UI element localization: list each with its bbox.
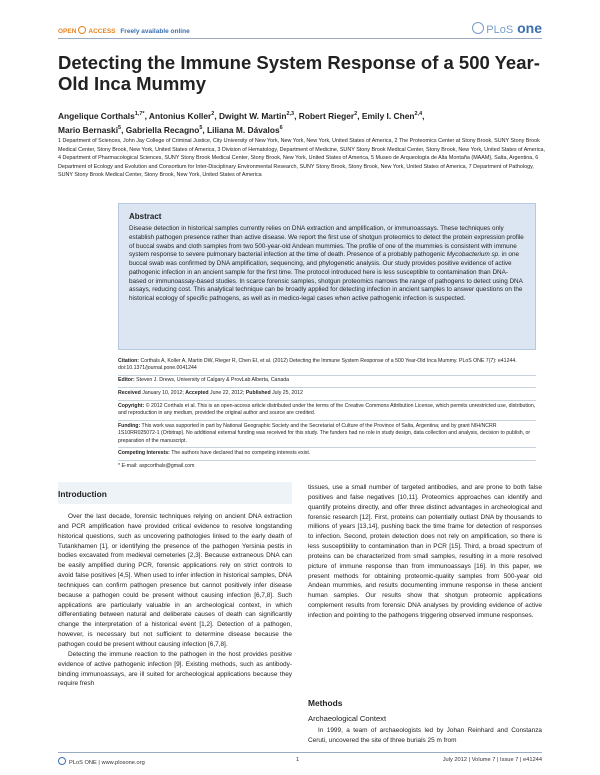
methods-heading: Methods	[308, 698, 343, 708]
author-list: Angelique Corthals$^{1,7*}$, Antonius Koller$^2$, Dwight W. Martin$^{2,3}$, Robert Rieger$^2$, Emily I. Chen$^{2,4}$, Mario Bernaski$^5$, Gabriella Recagno$^5$, Liliana M. Dávalos$^6$	[58, 110, 425, 135]
logo-one-text: one	[517, 20, 542, 36]
abstract-italic-organism: Mycobacterium sp.	[446, 251, 500, 259]
meta-divider	[118, 447, 536, 448]
meta-divider	[118, 387, 536, 388]
copyright-text: © 2012 Corthals et al. This is an open-access article distributed under the terms of the Creative Commons Attribution License, which permits unrestricted use, distribution, and reproduction in any medium, provided the original author and source are credited.	[118, 403, 536, 417]
funding-label: Funding:	[118, 423, 141, 429]
abstract-text-part2: in one buccal swab was confirmed by DNA amplification, sequencing, and phylogenetic analysis. Our study provides positive evidence of active pathogenic infection in an ancient sample for the first time. The protocol introduced here is less susceptible to contamination than DNA-based or immunoassay-based studies. In scarce forensic samples, shotgun proteomics narrows the range of pathogens to detect using DNA assays, reducing cost. This analytical technique can be broadly applied for detecting infection in ancient samples to answer questions on the historical ecology of specific pathogens, as well as in medico-legal cases when active pathogenic infection is suspected.	[129, 251, 523, 302]
abstract-text-part1: Disease detection in historical samples currently relies on DNA extraction and amplification, or immunoassays. These techniques only establish pathogen presence rather than active disease. We report the first use of shotgun proteomics to detect the protein expression profile of buccal swabs and cloth samples from two 500-year-old Andean mummies. The profile of one of the mummies is consistent with immune system response to severe pulmonary bacterial infection at the time of death. Presence of a probably pathogenic	[129, 225, 524, 259]
abstract-heading: Abstract	[129, 212, 162, 221]
author-name: Gabriella Recagno	[125, 124, 200, 135]
citation-label: Citation:	[118, 358, 140, 364]
author-affil: 1,7*	[134, 111, 145, 117]
methods-paragraph	[308, 726, 542, 746]
open-label: OPEN	[58, 28, 77, 35]
email-address[interactable]: aspcorthals@gmail.com	[139, 463, 195, 469]
footer-issue: July 2012 | Volume 7 | Issue 7 | e41244	[442, 757, 542, 763]
intro-paragraph-2: Detecting the immune reaction to the pathogen in the host provides positive evidence of active pathogenic infection [9]. Existing methods, such as antibody-binding immunoassays, are ill suited for archeological applications because they require fresh	[58, 650, 292, 688]
archaeological-context-heading: Archaeological Context	[308, 714, 387, 723]
author-affil: 2,4	[414, 111, 423, 117]
editor-label: Editor:	[118, 377, 135, 383]
author-affil: 6	[279, 124, 283, 131]
citation	[118, 358, 536, 373]
affiliations: 1 Department of Sciences, John Jay College of Criminal Justice, City University of New York, New York, New York, United States of America, 2 The Proteomics Center at Stony Brook, SUNY Stony Brook Medical Center, Stony Brook, New York, United States of America, 3 Division of Hematology, Department of Medicine, SUNY Stony Brook Medical Center, Stony Brook, New York, United States of America, 4 Department of Pharmacological Sciences, SUNY Stony Brook Medical Center, Stony Brook, New York, United States of America, 5 Museo de Arqueología de Alta Montaña (MAAM), Salta, Argentina, 6 Department of Ecology and Evolution and Consortium for Inter-Disciplinary Environmental Research, SUNY Stony Brook, Stony Brook, New York, United States of America, 7 Department of Pathology, SUNY Stony Brook Medical Center, Stony Brook, New York, United States of America	[58, 138, 545, 179]
meta-divider	[118, 375, 536, 376]
intro-left-column	[58, 512, 292, 689]
author-name: Emily I. Chen	[361, 110, 415, 121]
freely-available-label: Freely available online	[120, 28, 190, 35]
author-name: Liliana M. Dávalos	[207, 124, 280, 135]
plos-icon	[58, 757, 66, 765]
received-label: Received	[118, 390, 141, 396]
meta-divider	[118, 420, 536, 421]
author-affil: 2	[211, 111, 215, 117]
accepted-date: June 22, 2012;	[210, 390, 245, 396]
introduction-heading: Introduction	[58, 489, 107, 499]
author-affil: 2	[354, 111, 358, 117]
editor-text: Steven J. Drews, University of Calgary & ProvLab Alberta, Canada	[136, 377, 289, 383]
accepted-label: Accepted	[185, 390, 209, 396]
funding-text: This work was supported in part by National Geographic Society and the Secretariat of Culture of the Province of Salta, Argentina; and by grant NIH/NCRR 1S10RR025072-1 (Orbitrap). No additional external funding was received for this study. The funders had no role in study design, data collection and analysis, decision to publish, or preparation of the manuscript.	[118, 423, 531, 444]
footer-rule	[58, 752, 542, 753]
header-open-access	[58, 26, 190, 35]
email	[118, 463, 536, 470]
footer-page-number: 1	[296, 757, 300, 763]
abstract-text	[129, 225, 525, 304]
competing-interests	[118, 450, 536, 457]
plos-logo-icon	[472, 22, 484, 34]
author-name: Antonius Koller	[148, 110, 212, 121]
competing-text: The authors have declared that no competing interests exist.	[171, 450, 311, 456]
intro-paragraph-1: Over the last decade, forensic techniques relying on ancient DNA extraction and PCR amplification have provided critical evidence to resolve longstanding historical questions, such as uncovering pathologies linked to the early death of Tutankhamen [1], or identifying the presence of the pathogen Yersinia pestis in bodies excavated from medieval cemeteries [2,3]. Because extraneous DNA can be easily amplified during PCR, forensic applications rely on strict controls to avoid false positives [4,5]. When used to infer infection in historical samples, DNA techniques can confirm pathogen presence but cannot positively infer disease because a pathogen could be present without causing infection [6,7,8]. Such applications are particularly valuable in an archeological context, in which differentiating between natural and deliberate causes of death can significantly change the interpretation of a historical event [1,2]. Detection of a pathogen, however, is necessary but not sufficient to determine disease because the pathogen could be present without causing infection [6,7,8].	[58, 513, 292, 648]
article-title: Detecting the Immune System Response of a 500 Year-Old Inca Mummy	[58, 52, 540, 94]
access-label: ACCESS	[88, 28, 116, 35]
citation-text: Corthals A, Koller A, Martin DW, Rieger R, Chen EI, et al. (2012) Detecting the Immune System Response of a 500 Year-Old Inca Mummy. PLoS ONE 7(7): e41244. doi:10.1371/journal.pone.0041244	[118, 358, 517, 372]
plos-one-logo	[472, 20, 542, 36]
logo-plos-text: PLoS	[486, 24, 514, 36]
abstract-box	[118, 203, 536, 350]
copyright-label: Copyright:	[118, 403, 145, 409]
header-rule	[58, 38, 542, 39]
competing-label: Competing Interests:	[118, 450, 170, 456]
author-name: Robert Rieger	[298, 110, 355, 121]
author-affil: 2,3	[286, 111, 295, 117]
open-access-lock-icon	[78, 26, 86, 34]
author-name: Dwight W. Martin	[219, 110, 287, 121]
author-name: Mario Bernaski	[58, 124, 119, 135]
meta-divider	[118, 400, 536, 401]
editor	[118, 377, 536, 384]
intro-paragraph-3: tissues, use a small number of targeted antibodies, and are prone to both false positives and false negatives [10,11]. Proteomics approaches can identify and quantify proteins directly, and offer three distinct advantages in archeological and forensic research [12]. First, proteins can potentially outlast DNA by thousands to millions of years [13,14], pushing back the time frame for detection of responses to infection. Second, protein detection does not rely on amplification, so there is less susceptibility to contamination than in PCR [15]. Third, a broad spectrum of proteins can be characterized from small samples, resulting in a more resolved picture of immune response than from immunoassays [16]. In this paper, we present methods for obtaining proteomic-quality samples from 500-year old Andean mummies, and results documenting immune response in these ancient human samples. Our results show that shotgun proteomic applications complement results from forensic DNA analyses by providing evidence of active infection and pointing to the pathogens triggering observed immune responses.	[308, 484, 542, 619]
funding	[118, 423, 536, 445]
published-label: Published	[245, 390, 271, 396]
footer-journal-text[interactable]: PLoS ONE | www.plosone.org	[69, 760, 145, 766]
author-affil: 5	[118, 124, 122, 131]
methods-paragraph-1: In 1999, a team of archaeologists led by Johan Reinhard and Constanza Ceruti, uncovered the site of three burials 25 m from	[308, 727, 542, 744]
dates	[118, 390, 536, 397]
author-affil: 5	[199, 124, 203, 131]
copyright	[118, 403, 536, 418]
received-date: January 10, 2012;	[142, 390, 184, 396]
author-name: Angelique Corthals	[58, 110, 135, 121]
intro-right-column	[308, 483, 542, 621]
meta-divider	[118, 460, 536, 461]
published-date: July 25, 2012	[272, 390, 303, 396]
footer-journal	[58, 757, 145, 766]
email-label: * E-mail:	[118, 463, 138, 469]
